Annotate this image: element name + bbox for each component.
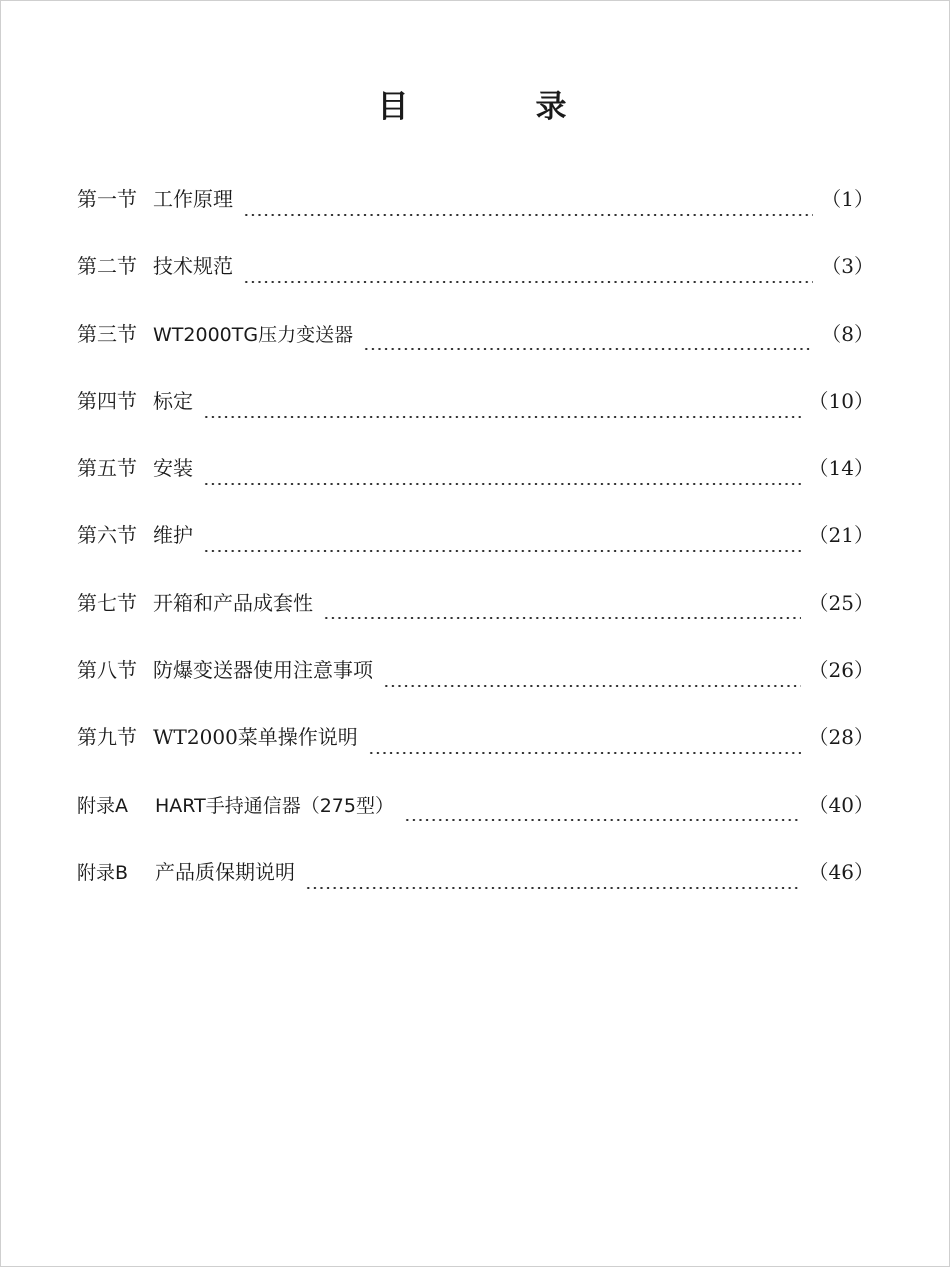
toc-dot-leader: [203, 416, 801, 418]
toc-dot-leader: [368, 752, 801, 754]
toc-entry: [77, 785, 874, 852]
toc-entry: [77, 448, 874, 515]
toc-page-number: （14）: [808, 456, 874, 481]
toc-section-number: 第五节: [77, 456, 137, 481]
toc-entry: [77, 717, 874, 784]
toc-title: 目 录: [377, 89, 615, 125]
toc-list: [77, 179, 874, 919]
toc-entry: [77, 246, 874, 313]
toc-section-name: 工作原理: [153, 187, 233, 211]
toc-section-number: 第三节: [77, 321, 137, 346]
toc-section-number: 第二节: [77, 254, 137, 279]
toc-section-number: 附录B: [77, 861, 129, 884]
toc-page-number: （10）: [808, 388, 874, 413]
toc-section-name: 技术规范: [153, 254, 233, 279]
toc-section-name: 安装: [153, 456, 193, 481]
toc-section-name: 标定: [153, 388, 193, 413]
toc-section-name: WT2000TG压力变送器: [153, 323, 354, 346]
toc-section-number: 第八节: [77, 658, 137, 683]
toc-page-number: （26）: [808, 658, 874, 683]
toc-section-name: WT2000菜单操作说明: [153, 725, 358, 750]
toc-page-number: （21）: [808, 523, 874, 548]
toc-entry: [77, 650, 874, 717]
toc-entry: [77, 852, 874, 919]
toc-section-number: 第九节: [77, 725, 137, 750]
toc-page-number: （40）: [808, 792, 874, 817]
toc-section-name: 产品质保期说明: [155, 859, 295, 884]
toc-entry: [77, 583, 874, 650]
toc-dot-leader: [404, 819, 801, 821]
toc-dot-leader: [203, 550, 801, 552]
toc-entry: [77, 381, 874, 448]
toc-dot-leader: [203, 483, 801, 485]
toc-section-number: 第一节: [77, 187, 137, 211]
toc-page-number: （3）: [821, 254, 874, 279]
toc-page-number: （1）: [821, 187, 874, 211]
toc-section-number: 附录A: [77, 794, 128, 817]
toc-dot-leader: [363, 348, 813, 350]
toc-section-number: 第四节: [77, 388, 137, 413]
toc-section-name: 维护: [153, 523, 193, 548]
toc-page-number: （46）: [808, 859, 874, 884]
toc-section-name: 开箱和产品成套性: [153, 590, 313, 615]
toc-entry: [77, 314, 874, 381]
toc-dot-leader: [243, 214, 813, 216]
toc-page-number: （28）: [808, 725, 874, 750]
toc-entry: [77, 179, 874, 246]
toc-section-number: 第六节: [77, 523, 137, 548]
toc-section-name: HART手持通信器（275型）: [155, 794, 394, 817]
toc-dot-leader: [323, 617, 801, 619]
toc-section-number: 第七节: [77, 590, 137, 615]
toc-page-number: （8）: [821, 321, 874, 346]
toc-dot-leader: [243, 281, 813, 283]
toc-dot-leader: [383, 685, 801, 687]
toc-page-number: （25）: [808, 590, 874, 615]
toc-dot-leader: [305, 887, 801, 889]
toc-entry: [77, 515, 874, 582]
toc-section-name: 防爆变送器使用注意事项: [153, 658, 373, 683]
